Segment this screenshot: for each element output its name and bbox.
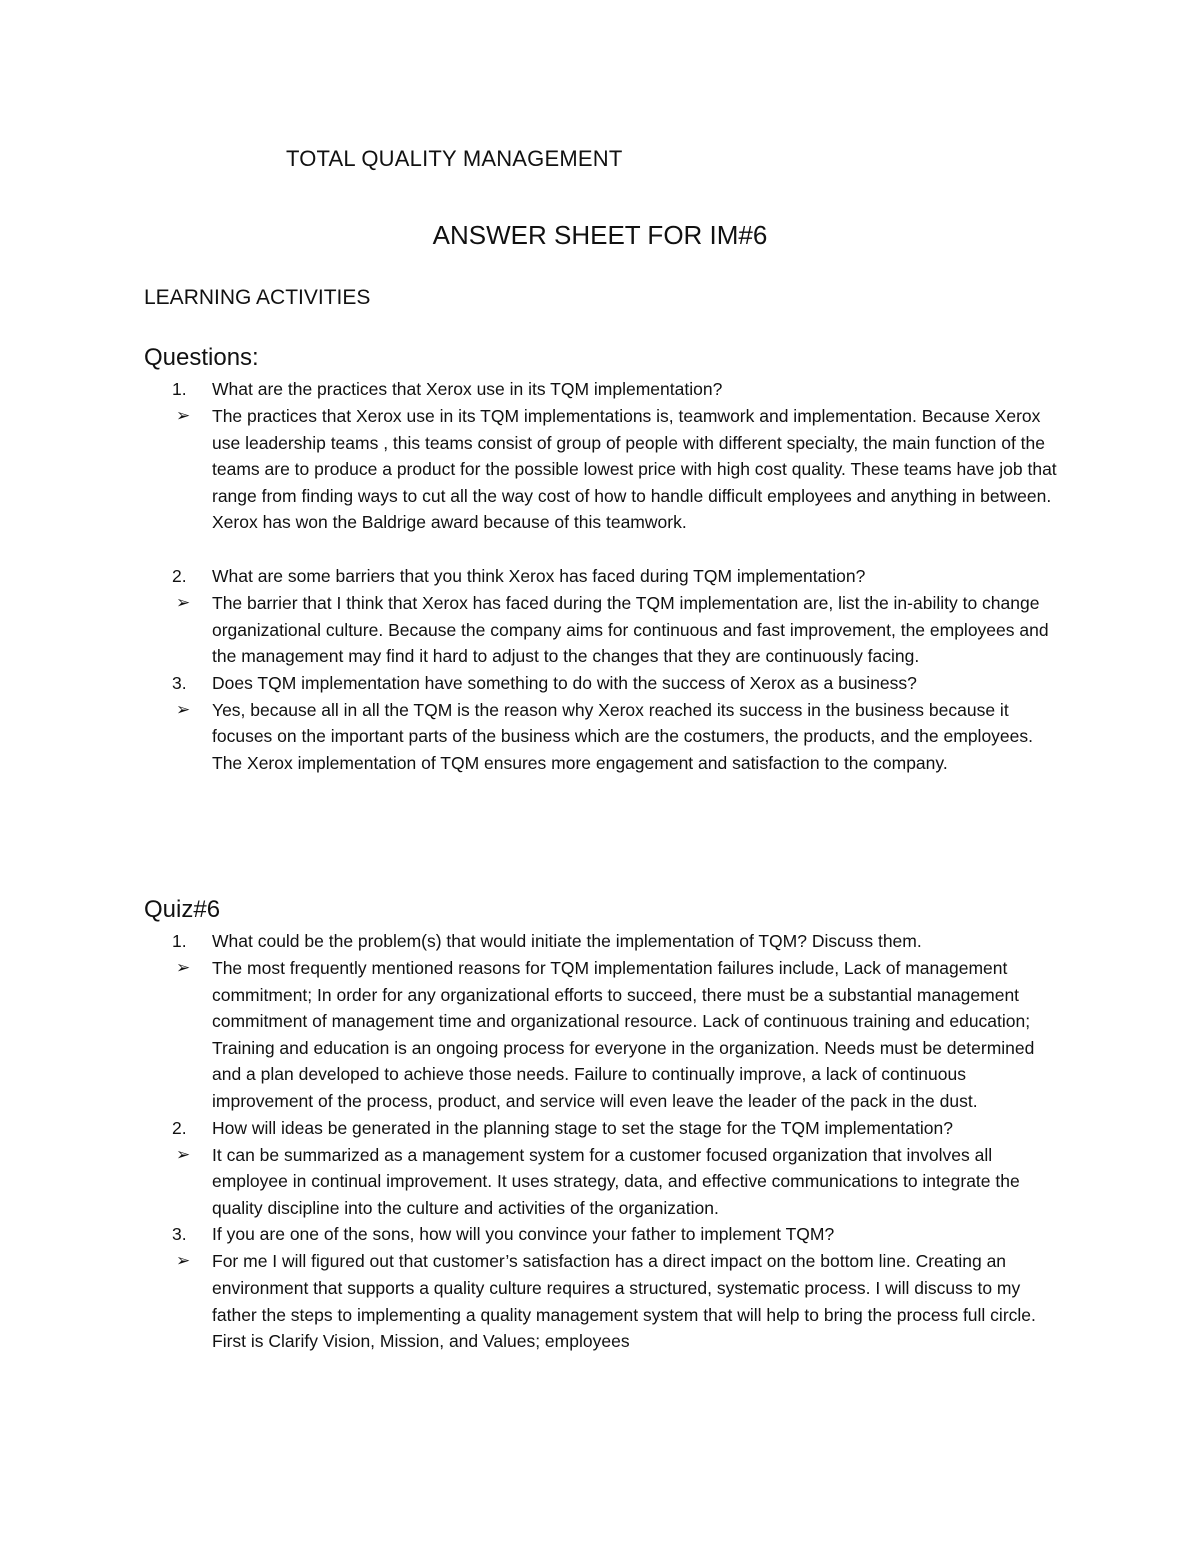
question-text: What could be the problem(s) that would initiate the implementation of TQM? Discuss them.: [212, 931, 922, 951]
arrow-bullet-icon: ➢: [176, 1251, 191, 1271]
answer-text: For me I will figured out that customer’s satisfaction has a direct impact on the bottom line. Creating an environment that supports a quality culture requires a structured, systematic process. I will discuss to my father the steps to implementing a quality management system that will help to bring the process full circle. First is Clarify Vision, Mission, and Values; employees: [212, 1251, 1036, 1352]
answer-item: [0, 1142, 1200, 1222]
arrow-bullet-icon: ➢: [176, 699, 191, 719]
answer-text: The most frequently mentioned reasons for TQM implementation failures include, Lack of management commitment; In order for any organizational efforts to succeed, there must be a substantial management commitment of management time and organizational resource. Lack of continuous training and education; Training and education is an ongoing process for everyone in the organization. Needs must be determined and a plan developed to achieve those needs. Failure to continually improve, a lack of continuous improvement of the process, product, and service will even leave the leader of the pack in the dust.: [212, 958, 1035, 1111]
question-number: 1.: [172, 931, 187, 951]
quiz-question-item: [0, 928, 1200, 955]
document-title: TOTAL QUALITY MANAGEMENT: [286, 146, 623, 171]
question-item: [0, 670, 1200, 697]
quiz-list: [0, 928, 1200, 1355]
answer-text: Yes, because all in all the TQM is the reason why Xerox reached its success in the business because it focuses on the important parts of the business which are the costumers, the products, and the employees. The Xerox implementation of TQM ensures more engagement and satisfaction to the company.: [212, 699, 1034, 773]
document-subtitle: ANSWER SHEET FOR IM#6: [432, 220, 768, 250]
answer-text: It can be summarized as a management system for a customer focused organization that involves all employee in continual improvement. It uses strategy, data, and effective communications to integrate the quality discipline into the culture and activities of the organization.: [212, 1144, 1020, 1218]
question-number: 3.: [172, 672, 187, 693]
arrow-bullet-icon: ➢: [176, 958, 191, 977]
question-number: 3.: [172, 1224, 187, 1245]
quiz-question-item: [0, 1221, 1200, 1248]
arrow-bullet-icon: ➢: [176, 1144, 191, 1164]
answer-text: The barrier that I think that Xerox has faced during the TQM implementation are, list the in-ability to change organizational culture. Because the company aims for continuous and fast improvement, the employees and the management may find it hard to adjust to the changes that they are continuously facing.: [212, 592, 1049, 667]
question-item: [0, 376, 1200, 403]
question-text: How will ideas be generated in the planning stage to set the stage for the TQM implementation?: [212, 1117, 953, 1138]
quiz-heading: Quiz#6: [144, 896, 221, 923]
questions-list: [0, 376, 1200, 777]
answer-item: [0, 697, 1200, 777]
question-number: 1.: [172, 379, 187, 399]
question-number: 2.: [172, 1117, 187, 1138]
section-learning-activities: LEARNING ACTIVITIES: [144, 286, 371, 309]
question-text: What are the practices that Xerox use in its TQM implementation?: [212, 379, 723, 399]
question-text: If you are one of the sons, how will you convince your father to implement TQM?: [212, 1224, 835, 1245]
answer-item: [0, 955, 1200, 1115]
arrow-bullet-icon: ➢: [176, 592, 191, 612]
question-item: [0, 563, 1200, 590]
arrow-bullet-icon: ➢: [176, 406, 191, 425]
question-text: What are some barriers that you think Xerox has faced during TQM implementation?: [212, 565, 866, 586]
answer-item: [0, 1248, 1200, 1354]
answer-text: The practices that Xerox use in its TQM implementations is, teamwork and implementation. Because Xerox use leadership teams , this teams consist of group of people with different specialty, the main function of the teams are to produce a product for the possible lowest price with high cost quality. These teams have job that range from finding ways to cut all the way cost of how to handle difficult employees and anything in between. Xerox has won the Baldrige award because of this teamwork.: [212, 406, 1057, 533]
answer-item: [0, 590, 1200, 670]
questions-heading: Questions:: [144, 344, 259, 371]
answer-item: [0, 403, 1200, 536]
quiz-question-item: [0, 1115, 1200, 1142]
question-number: 2.: [172, 565, 187, 586]
question-text: Does TQM implementation have something to do with the success of Xerox as a business?: [212, 672, 917, 693]
